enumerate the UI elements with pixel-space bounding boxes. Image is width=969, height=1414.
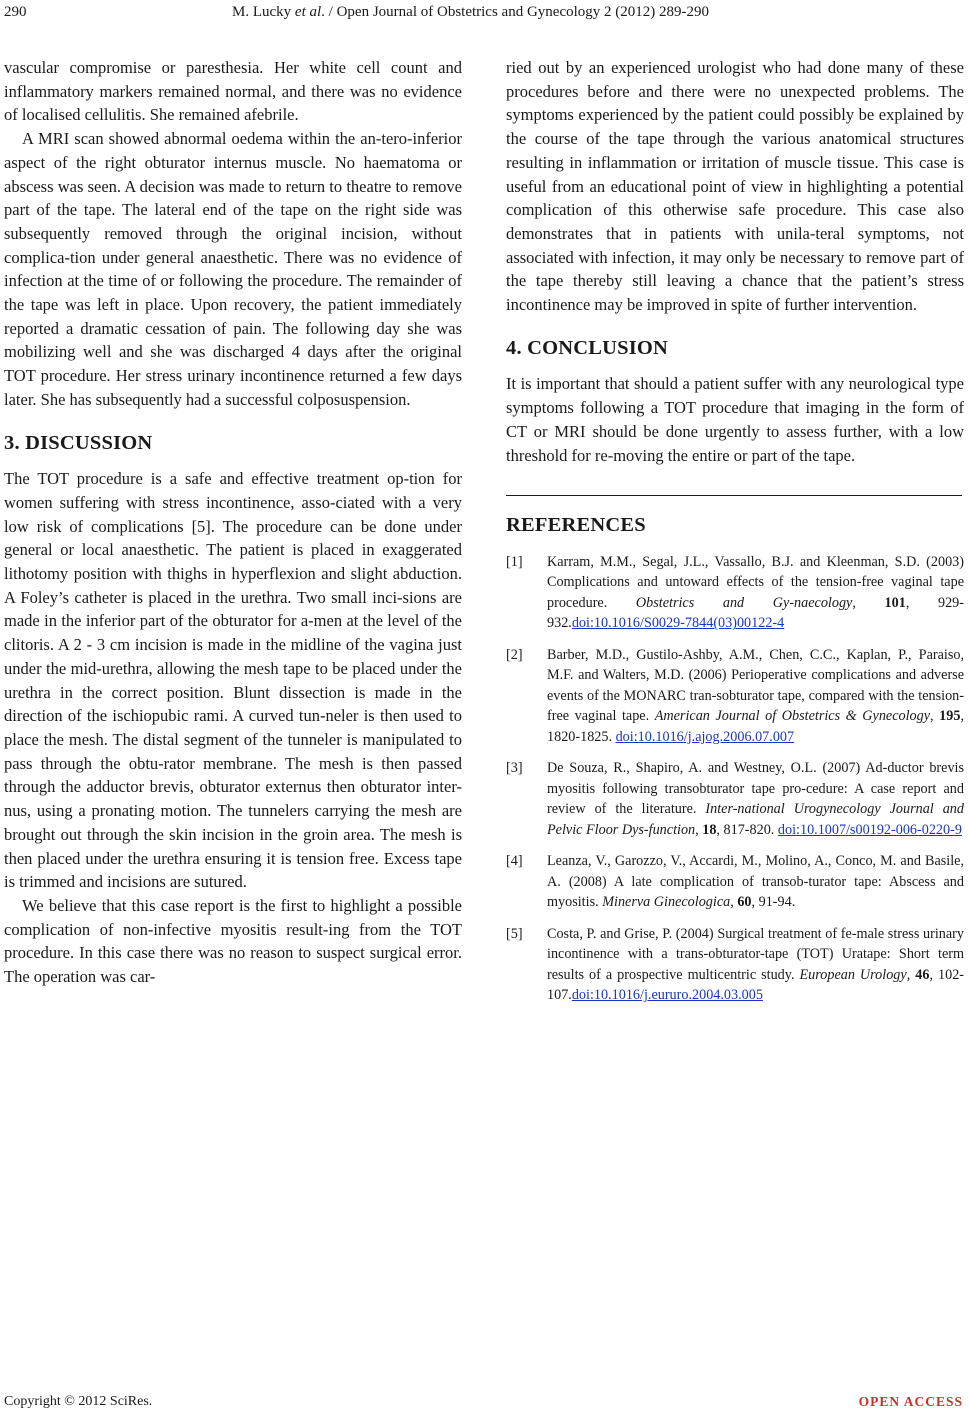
paragraph: vascular compromise or paresthesia. Her white cell count and inflammatory markers remained normal, and there was no evidence of localised cellulitis. She remained afebrile. <box>4 58 462 125</box>
running-title <box>232 2 709 22</box>
reference-item <box>506 924 964 1006</box>
reference-doi-link[interactable]: doi:10.1016/S0029-7844(03)00122-4 <box>571 615 785 632</box>
reference-text <box>547 851 964 913</box>
reference-number: [3] <box>506 760 523 777</box>
reference-number: [2] <box>506 646 523 663</box>
reference-number: [1] <box>506 553 523 570</box>
reference-pages: , 929-932. <box>547 594 964 632</box>
reference-pages: , 1820-1825. <box>547 708 964 745</box>
page-number: 290 <box>4 4 27 20</box>
reference-volume: 18 <box>702 821 717 838</box>
reference-volume: 101 <box>884 594 906 611</box>
divider <box>506 495 962 496</box>
paragraph: It is important that should a patient suffer with any neurological type symptoms following a TOT procedure that imaging in the form of CT or MRI should be done urgently to assess further, with a low threshold for re-moving the entire or part of the tape. <box>506 374 964 465</box>
reference-pages: , 91-94. <box>751 894 796 911</box>
section-heading-discussion: 3. DISCUSSION <box>4 431 153 454</box>
references-section <box>506 514 964 1006</box>
reference-separator: , <box>730 894 738 911</box>
reference-authors: Leanza, V., Garozzo, V., Accardi, M., Molino, A., Conco, M. and Basile, A. (2008) A late complication of transob-turator tape: Abscess and myositis. <box>547 853 964 911</box>
reference-number: [4] <box>506 853 523 870</box>
reference-authors: Karram, M.M., Segal, J.L., Vassallo, B.J. and Kleenman, S.D. (2003) Complications and untoward effects of the tension-free vaginal tape procedure. <box>547 553 964 611</box>
section-heading-conclusion: 4. CONCLUSION <box>506 336 669 359</box>
left-column <box>4 56 462 989</box>
reference-journal: European Urology <box>799 966 907 983</box>
reference-list <box>506 552 964 1006</box>
running-header <box>0 0 969 26</box>
reference-item <box>506 552 964 634</box>
running-title-authors: M. Lucky <box>232 4 295 20</box>
paragraph: We believe that this case report is the first to highlight a possible complication of non-infective myositis result-ing from the TOT procedure. In this case there was no reason to suspect surgical error. The operation was car- <box>4 895 462 987</box>
reference-pages: , 817-820. <box>716 821 778 838</box>
reference-number: [5] <box>506 925 523 942</box>
reference-authors: De Souza, R., Shapiro, A. and Westney, O.L. (2007) Ad-ductor brevis myositis following transobturator tape pro-cedure: A case report and review of the literature. <box>547 760 964 818</box>
reference-volume: 46 <box>915 966 930 983</box>
right-column <box>506 56 964 1017</box>
reference-text <box>547 552 964 634</box>
reference-separator: , <box>695 821 703 838</box>
reference-separator: , <box>930 708 940 725</box>
reference-authors: Barber, M.D., Gustilo-Ashby, A.M., Chen, C.C., Kaplan, P., Paraiso, M.F. and Walters, M.D. (2006) Perioperative complications and adverse events of the MONARC tran-sobturator tape, compared with the tension-free vaginal tape. <box>547 646 964 725</box>
reference-text <box>547 758 964 840</box>
paragraph: ried out by an experienced urologist who had done many of these procedures before and there were no unexpected problems. The symptoms experienced by the patient could possibly be explained by the course of the tape through the various anatomical structures resulting in inflammation or irritation of muscle tissue. This case is useful from an educational point of view in highlighting a potential complication of this otherwise safe procedure. This case also demonstrates that in patients with unila-teral symptoms, not associated with infection, it may only be necessary to remove part of the tape thereby still leaving a chance that the patient’s stress incontinence may be improved in spite of further intervention. <box>506 58 964 315</box>
reference-item <box>506 851 964 913</box>
reference-volume: 60 <box>737 894 752 911</box>
reference-doi-link[interactable]: doi:10.1007/s00192-006-0220-9 <box>777 821 962 838</box>
reference-doi-link[interactable]: doi:10.1016/j.ajog.2006.07.007 <box>615 728 795 745</box>
reference-item <box>506 645 964 748</box>
running-title-etal: et al <box>294 4 322 20</box>
references-heading: REFERENCES <box>506 514 646 537</box>
reference-authors: Costa, P. and Grise, P. (2004) Surgical treatment of fe-male stress urinary incontinence with a trans-obturator-tape (TOT) Uratape: Short term results of a prospective multicentric study. <box>547 925 964 983</box>
reference-separator: , <box>906 966 916 983</box>
paragraph: A MRI scan showed abnormal oedema within the an-tero-inferior aspect of the right obturator internus muscle. No haematoma or abscess was seen. A decision was made to return to theatre to remove part of the tape. The lateral end of the tape on the right side was subsequently removed through the original incision, without complica-tion under general anaesthetic. There was no evidence of infection at the time of or following the procedure. The remainder of the tape was left in place. Upon recovery, the patient immediately reported a dramatic cessation of pain. The following day she was mobilizing well and she was discharged 4 days after the original TOT procedure. Her stress urinary incontinence returned a few days later. She has subsequently had a successful colposuspension. <box>4 129 462 409</box>
reference-journal: Obstetrics and Gy-naecology <box>635 594 853 611</box>
reference-journal: Minerva Ginecologica <box>602 894 731 911</box>
reference-doi-link[interactable]: doi:10.1016/j.eururo.2004.03.005 <box>571 987 763 1004</box>
reference-journal: American Journal of Obstetrics & Gynecology <box>654 708 931 725</box>
reference-text <box>547 645 964 748</box>
running-title-journal: . / Open Journal of Obstetrics and Gynecology 2 (2012) 289-290 <box>321 4 710 20</box>
reference-separator: , <box>852 594 885 611</box>
reference-item <box>506 758 964 840</box>
copyright-notice: Copyright © 2012 SciRes. <box>4 1394 153 1409</box>
reference-journal: Inter-national Urogynecology Journal and Pelvic Floor Dys-function <box>547 801 964 838</box>
paragraph: The TOT procedure is a safe and effective treatment op-tion for women suffering with stress incontinence, asso-ciated with a very low risk of complications [5]. The procedure can be done under general or local anaesthetic. The patient is placed in exaggerated lithotomy position with thighs in hyperflexion and slight abduction. A Foley’s catheter is placed in the urethra. Two small inci-sions are made in the inferior part of the obturator for a-men at the level of the clitoris. A 2 - 3 cm incision is made in the midline of the vagina just under the mid-urethra, allowing the mesh tape to be placed under the urethra in the correct position. Blunt dissection is made in the direction of the ischiopubic rami. A curved tun-neler is then used to place the mesh. The distal segment of the tunneler is manipulated to pass through the obtu-rator membrane. The mesh is then passed through the adductor brevis, obturator externus then obturator inter-nus, using a pronating motion. The tunnelers carrying the mesh are brought out through the skin incision in the groin area. The mesh is then placed under the urethra ensuring it is tension free. Excess tape is trimmed and incisions are sutured. <box>4 469 462 892</box>
open-access-label: OPEN ACCESS <box>858 1394 963 1409</box>
reference-volume: 195 <box>939 708 961 725</box>
reference-pages: , 102-107. <box>547 966 965 1004</box>
reference-text <box>547 924 964 1006</box>
